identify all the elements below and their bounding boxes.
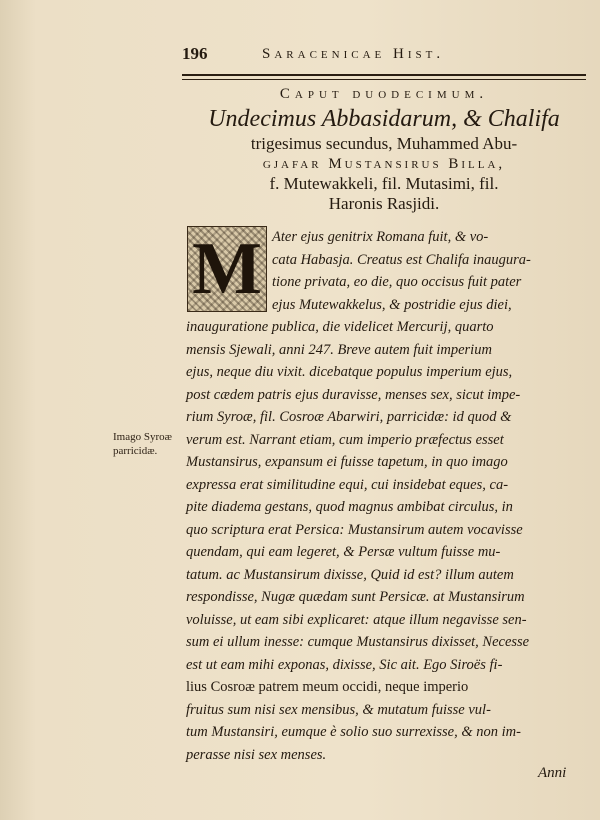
margin-note: Imago Syroæ parricidæ.: [113, 431, 172, 457]
text-line: post cædem patris ejus duravisse, menses sex, sicut impe-: [186, 386, 521, 403]
text-line: lius Cosroæ patrem meum occidi, neque imperio: [186, 679, 469, 695]
catchword: Anni: [538, 765, 567, 781]
text-line: fruitus sum nisi sex mensibus, & mutatum fuisse vul-: [186, 701, 491, 718]
text-line: sum ei ullum inesse: cumque Mustansirus dixisset, Necesse: [186, 634, 530, 650]
drop-cap-letter: M: [192, 228, 262, 310]
text-line: pite diadema gestans, quod magnus ambibat circulus, in: [186, 499, 513, 515]
text-line: expressa erat similitudine equi, cui insidebat eques, ca-: [186, 476, 509, 493]
text-line: perasse nisi sex menses.: [186, 746, 327, 763]
text-line: quo scriptura erat Persica: Mustansirum autem vocavisse: [186, 521, 523, 538]
text-line: est ut eam mihi exponas, dixisse, Sic ait. Ego Siroës fi-: [186, 656, 503, 673]
text-line: ejus, neque diu vixit. dicebatque populus imperium ejus,: [186, 364, 513, 380]
body-text: [186, 226, 586, 766]
chapter-title-line: Undecimus Abbasidarum, & Chalifa: [208, 106, 560, 132]
text-line: Ater ejus genitrix Romana fuit, & vo-: [272, 229, 489, 245]
chapter-heading: Caput duodecimum.: [279, 86, 489, 102]
text-line: mensis Sjewali, anni 247. Breve autem fuit imperium: [186, 341, 492, 358]
text-line: Mustansirus, expansum ei fuisse tapetum, in quo imago: [186, 454, 508, 470]
text-line: ejus Mutewakkelus, & postridie ejus diei,: [272, 296, 512, 313]
text-line: rium Syroæ, fil. Cosroæ Abarwiri, parricidæ: id quod &: [186, 409, 512, 425]
chapter-title: [182, 104, 586, 214]
text-line: inauguratione publica, die videlicet Mercurij, quarto: [186, 319, 494, 335]
page-number: 196: [182, 44, 208, 63]
page-header: [182, 44, 582, 66]
chapter-title-line: trigesimus secundus, Muhammed Abu-: [250, 134, 518, 153]
text-line: tatum. ac Mustansirum dixisse, Quid id est? illum autem: [186, 566, 514, 583]
text-line: tione privata, eo die, quo occisus fuit pater: [272, 274, 522, 290]
text-line: cata Habasja. Creatus est Chalifa inaugura-: [272, 251, 531, 268]
header-rule-thin: [182, 79, 586, 80]
text-line: respondisse, Nugæ quædam sunt Persicæ. at Mustansirum: [186, 589, 525, 605]
text-line: verum est. Narrant etiam, cum imperio præfectus esset: [186, 431, 504, 448]
chapter-title-line: f. Mutewakkeli, fil. Mutasimi, fil.: [269, 174, 499, 193]
text-line: quendam, qui eam legeret, & Persæ vultum fuisse mu-: [186, 544, 501, 560]
running-title: Saracenicae Hist.: [262, 46, 445, 62]
chapter-title-line: gjafar Mustansirus Billa,: [262, 156, 506, 172]
text-line: voluisse, ut eam sibi explicaret: atque illum negavisse sen-: [186, 611, 527, 628]
text-line: tum Mustansiri, eumque è solio suo surrexisse, & non im-: [186, 724, 521, 740]
header-rule: [182, 74, 586, 76]
chapter-title-line: Haronis Rasjidi.: [328, 194, 440, 213]
